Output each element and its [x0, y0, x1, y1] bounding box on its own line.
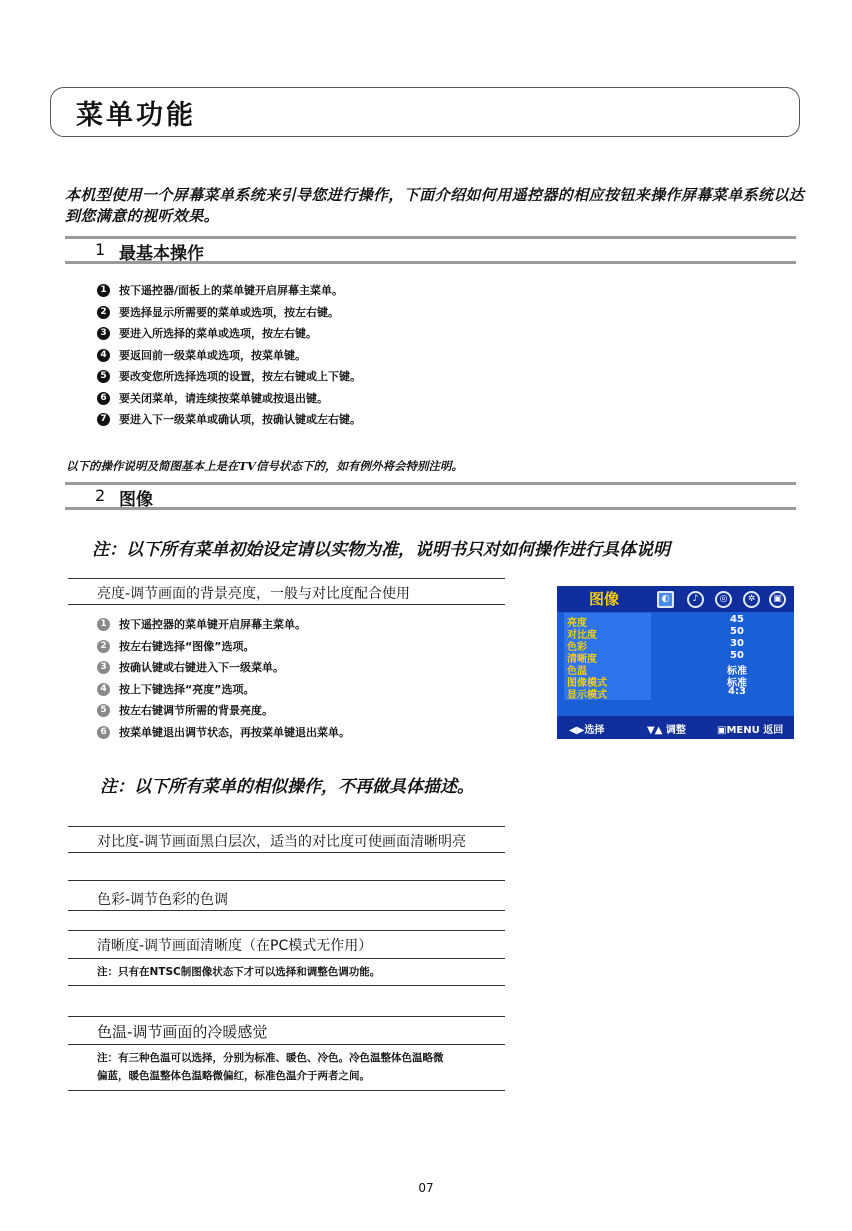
step-number-badge: 6: [97, 726, 110, 739]
contrast-title: 对比度-调节画面黑白层次，适当的对比度可使画面清晰明亮: [97, 834, 467, 850]
osd-header: [557, 586, 794, 612]
picture-icon: ◐: [657, 591, 674, 608]
select-hint: ◀▶选择: [569, 725, 605, 736]
step-number-badge: 6: [97, 392, 110, 405]
similar-operation-note: 注：以下所有菜单的相似操作，不再做具体描述。: [100, 777, 474, 797]
section-1-title: 最基本操作: [119, 244, 204, 264]
return-hint: ▣MENU 返回: [717, 725, 784, 736]
osd-value: 30: [730, 638, 744, 649]
osd-label: 清晰度: [567, 654, 597, 665]
channel-icon: ◎: [715, 591, 732, 608]
osd-label: 显示模式: [567, 690, 607, 701]
divider: [68, 578, 505, 579]
step-number-badge: 2: [97, 640, 110, 653]
intro-paragraph: 本机型使用一个屏幕菜单系统来引导您进行操作，下面介绍如何用遥控器的相应按钮来操作屏幕菜单系统以达到您满意的视听效果。: [65, 186, 805, 225]
tv-signal-note: 以下的操作说明及简图基本上是在TV信号状态下的，如有例外将会特别注明。: [66, 459, 463, 473]
divider: [68, 604, 505, 605]
divider: [68, 958, 505, 959]
step-number-badge: 3: [97, 661, 110, 674]
step-number-badge: 1: [97, 618, 110, 631]
osd-label: 对比度: [567, 630, 597, 641]
osd-value: 4:3: [728, 686, 746, 697]
step-number-badge: 1: [97, 284, 110, 297]
osd-value: 50: [730, 650, 744, 661]
page-title: 菜单功能: [76, 100, 196, 131]
step-number-badge: 4: [97, 683, 110, 696]
divider: [68, 910, 505, 911]
sound-icon: ♪: [687, 591, 704, 608]
sharpness-note: 注：只有在NTSC制图像状态下才可以选择和调整色调功能。: [97, 966, 381, 978]
divider: [68, 880, 505, 881]
divider: [68, 1044, 505, 1045]
osd-footer: [557, 716, 794, 739]
osd-value: 50: [730, 626, 744, 637]
gear-icon: ✲: [743, 591, 760, 608]
divider: [68, 852, 505, 853]
adjust-hint: ▼▲ 调整: [647, 725, 686, 736]
function-icon: ▣: [769, 591, 786, 608]
osd-value: 标准: [727, 666, 747, 677]
sharpness-title: 清晰度-调节画面清晰度（在PC模式无作用）: [97, 938, 373, 954]
osd-label: 亮度: [567, 618, 587, 629]
brightness-title: 亮度-调节画面的背景亮度，一般与对比度配合使用: [97, 586, 411, 602]
divider: [68, 930, 505, 931]
step-number-badge: 2: [97, 306, 110, 319]
osd-value: 45: [730, 614, 744, 625]
color-temp-title: 色温-调节画面的冷暖感觉: [97, 1023, 268, 1041]
divider: [68, 985, 505, 986]
section-1-number: 1: [95, 240, 106, 259]
step-number-badge: 5: [97, 370, 110, 383]
color-temp-note-line-1: 注：有三种色温可以选择，分别为标准、暖色、冷色。冷色温整体色温略微: [97, 1052, 444, 1064]
initial-setting-note: 注：以下所有菜单初始设定请以实物为准，说明书只对如何操作进行具体说明: [92, 540, 670, 560]
osd-value: 标准: [727, 678, 747, 689]
step-number-badge: 3: [97, 327, 110, 340]
divider: [68, 1090, 505, 1091]
step-number-badge: 4: [97, 349, 110, 362]
section-2-number: 2: [95, 486, 106, 505]
section-1-header: [65, 236, 796, 264]
osd-label: 图像模式: [567, 678, 607, 689]
osd-picture-menu: [557, 586, 794, 739]
step-number-badge: 7: [97, 413, 110, 426]
section-2-title: 图像: [119, 490, 153, 510]
osd-label: 色温: [567, 666, 587, 677]
osd-title: 图像: [589, 590, 620, 608]
color-temp-note-line-2: 偏蓝，暖色温整体色温略微偏红，标准色温介于两者之间。: [97, 1070, 370, 1082]
section-2-header: [65, 482, 796, 510]
divider: [68, 826, 505, 827]
page-number: 07: [418, 1181, 434, 1195]
osd-label: 色彩: [567, 642, 587, 653]
divider: [68, 1016, 505, 1017]
step-number-badge: 5: [97, 704, 110, 717]
color-title: 色彩-调节色彩的色调: [97, 892, 229, 908]
